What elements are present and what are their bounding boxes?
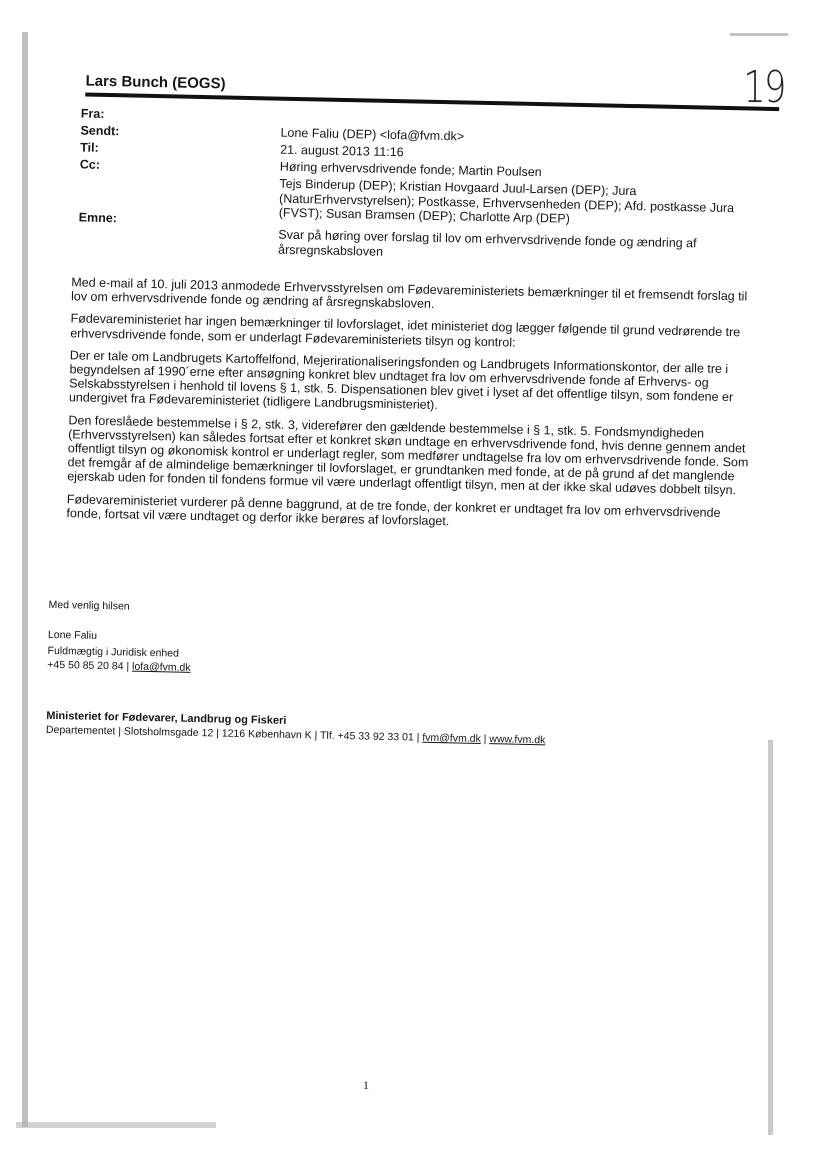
- cc-label: Cc:: [79, 157, 101, 172]
- footer-address: Departementet | Slotsholmsgade 12 | 1216 København K | Tlf. +45 33 92 33 01 |: [45, 723, 423, 744]
- scan-edge-bottom: [16, 1122, 216, 1128]
- sent-value: 21. august 2013 11:16: [280, 142, 404, 160]
- mailbox-owner: Lars Bunch (EOGS): [85, 72, 226, 93]
- scan-edge-top-right: [730, 33, 788, 36]
- body-paragraph: Fødevareministeriet vurderer på denne baggrund, at de tre fonde, der konkret er undtaget fra lov om erhvervsdrivende fonde, fortsat vil være undtaget og derfor ikke berøres af lovforslaget.: [66, 491, 721, 529]
- email-body: [66, 275, 761, 542]
- to-label: Til:: [80, 140, 99, 155]
- subject-label: Emne:: [78, 210, 118, 226]
- scan-edge-left: [22, 32, 28, 1127]
- body-paragraph: Med e-mail af 10. juli 2013 anmodede Erhvervsstyrelsen om Fødevareministeriets bemærkninger til et fremsendt forslag til lov om erhvervsdrivende fonde og ændring af årsregnskabsloven.: [70, 275, 748, 312]
- footer-address-line: [46, 724, 546, 746]
- signature-closing: Med venlig hilsen: [48, 598, 130, 613]
- separator: |: [123, 660, 133, 673]
- signature-name: Lone Faliu: [47, 628, 98, 642]
- sent-label: Sendt:: [80, 123, 120, 139]
- footer-email-link[interactable]: fvm@fvm.dk: [422, 731, 481, 745]
- signature-title: Fuldmægtig i Juridisk enhed: [47, 644, 180, 660]
- header-rule: [85, 93, 779, 112]
- from-value: Lone Faliu (DEP) <lofa@fvm.dk>: [280, 125, 465, 144]
- scan-edge-right: [768, 740, 773, 1135]
- handwritten-page-number: 19: [743, 62, 785, 113]
- from-label: Fra:: [80, 106, 105, 121]
- signature-phone: +45 50 85 20 84: [47, 658, 124, 673]
- cc-value: Tejs Binderup (DEP); Kristian Hovgaard Juul-Larsen (DEP); Jura (NaturErhvervstyrelsen); Postkasse, Erhvervsenheden (DEP); Afd. postkasse Jura (FVST); Susan Bramsen (DEP); Charlotte Arp (DEP): [278, 176, 735, 226]
- footer-website-link[interactable]: www.fvm.dk: [489, 733, 546, 747]
- subject-value: Svar på høring over forslag til lov om erhvervsdrivende fonde og ændring af årsregnskabsloven: [277, 227, 697, 259]
- signature-contact: [47, 658, 191, 675]
- body-paragraph: Fødevareministeriet har ingen bemærkninger til lovforslaget, idet ministeriet dog lægger følgende til grund vedrørende tre erhvervsdrivende fonde, som er underlagt Fødevareministeriets tilsyn og kontrol:: [70, 311, 741, 350]
- footer-organization: Ministeriet for Fødevarer, Landbrug og Fiskeri: [46, 709, 287, 727]
- page-number: 1: [363, 1078, 369, 1092]
- scanned-email-page: [45, 60, 780, 747]
- to-value: Høring erhvervsdrivende fonde; Martin Poulsen: [279, 159, 542, 180]
- separator: |: [480, 732, 490, 746]
- body-paragraph: Der er tale om Landbrugets Kartoffelfond, Mejerirationaliseringsfonden og Landbrugets Informationskontor, der alle tre i begyndelsen af 1990´erne efter ansøgning konkret blev undtaget fra lov om erhvervsdrivende fonde af Erhvervs- og Selskabsstyrelsen i henhold til lovens § 1, stk. 5. Dispensationen blev givet i lyset af det offentlige tilsyn, som fondene er undergivet fra Fødevareministeriet (tidligere Landbrugsministeriet).: [68, 348, 734, 413]
- signature-email-link[interactable]: lofa@fvm.dk: [131, 660, 191, 674]
- body-paragraph: Den foreslåede bestemmelse i § 2, stk. 3, viderefører den gældende bestemmelse i § 1, stk. 5. Fondsmyndigheden (Erhvervsstyrelsen) kan således fortsat efter et konkret skøn undtage en erhvervsdrivende fond, hvis denne gennem andet offentligt tilsyn og økonomisk kontrol er underlagt regler, som medfører undtagelse fra lov om erhvervsdrivende fonde. Som det fremgår af de almindelige bemærkninger til lovforslaget, er grundtanken med fonde, at de på grund af det manglende ejerskab uden for fonden til fondens formue vil være underlagt offentligt tilsyn, men at der ikke skal udøves dobbelt tilsyn.: [67, 412, 749, 498]
